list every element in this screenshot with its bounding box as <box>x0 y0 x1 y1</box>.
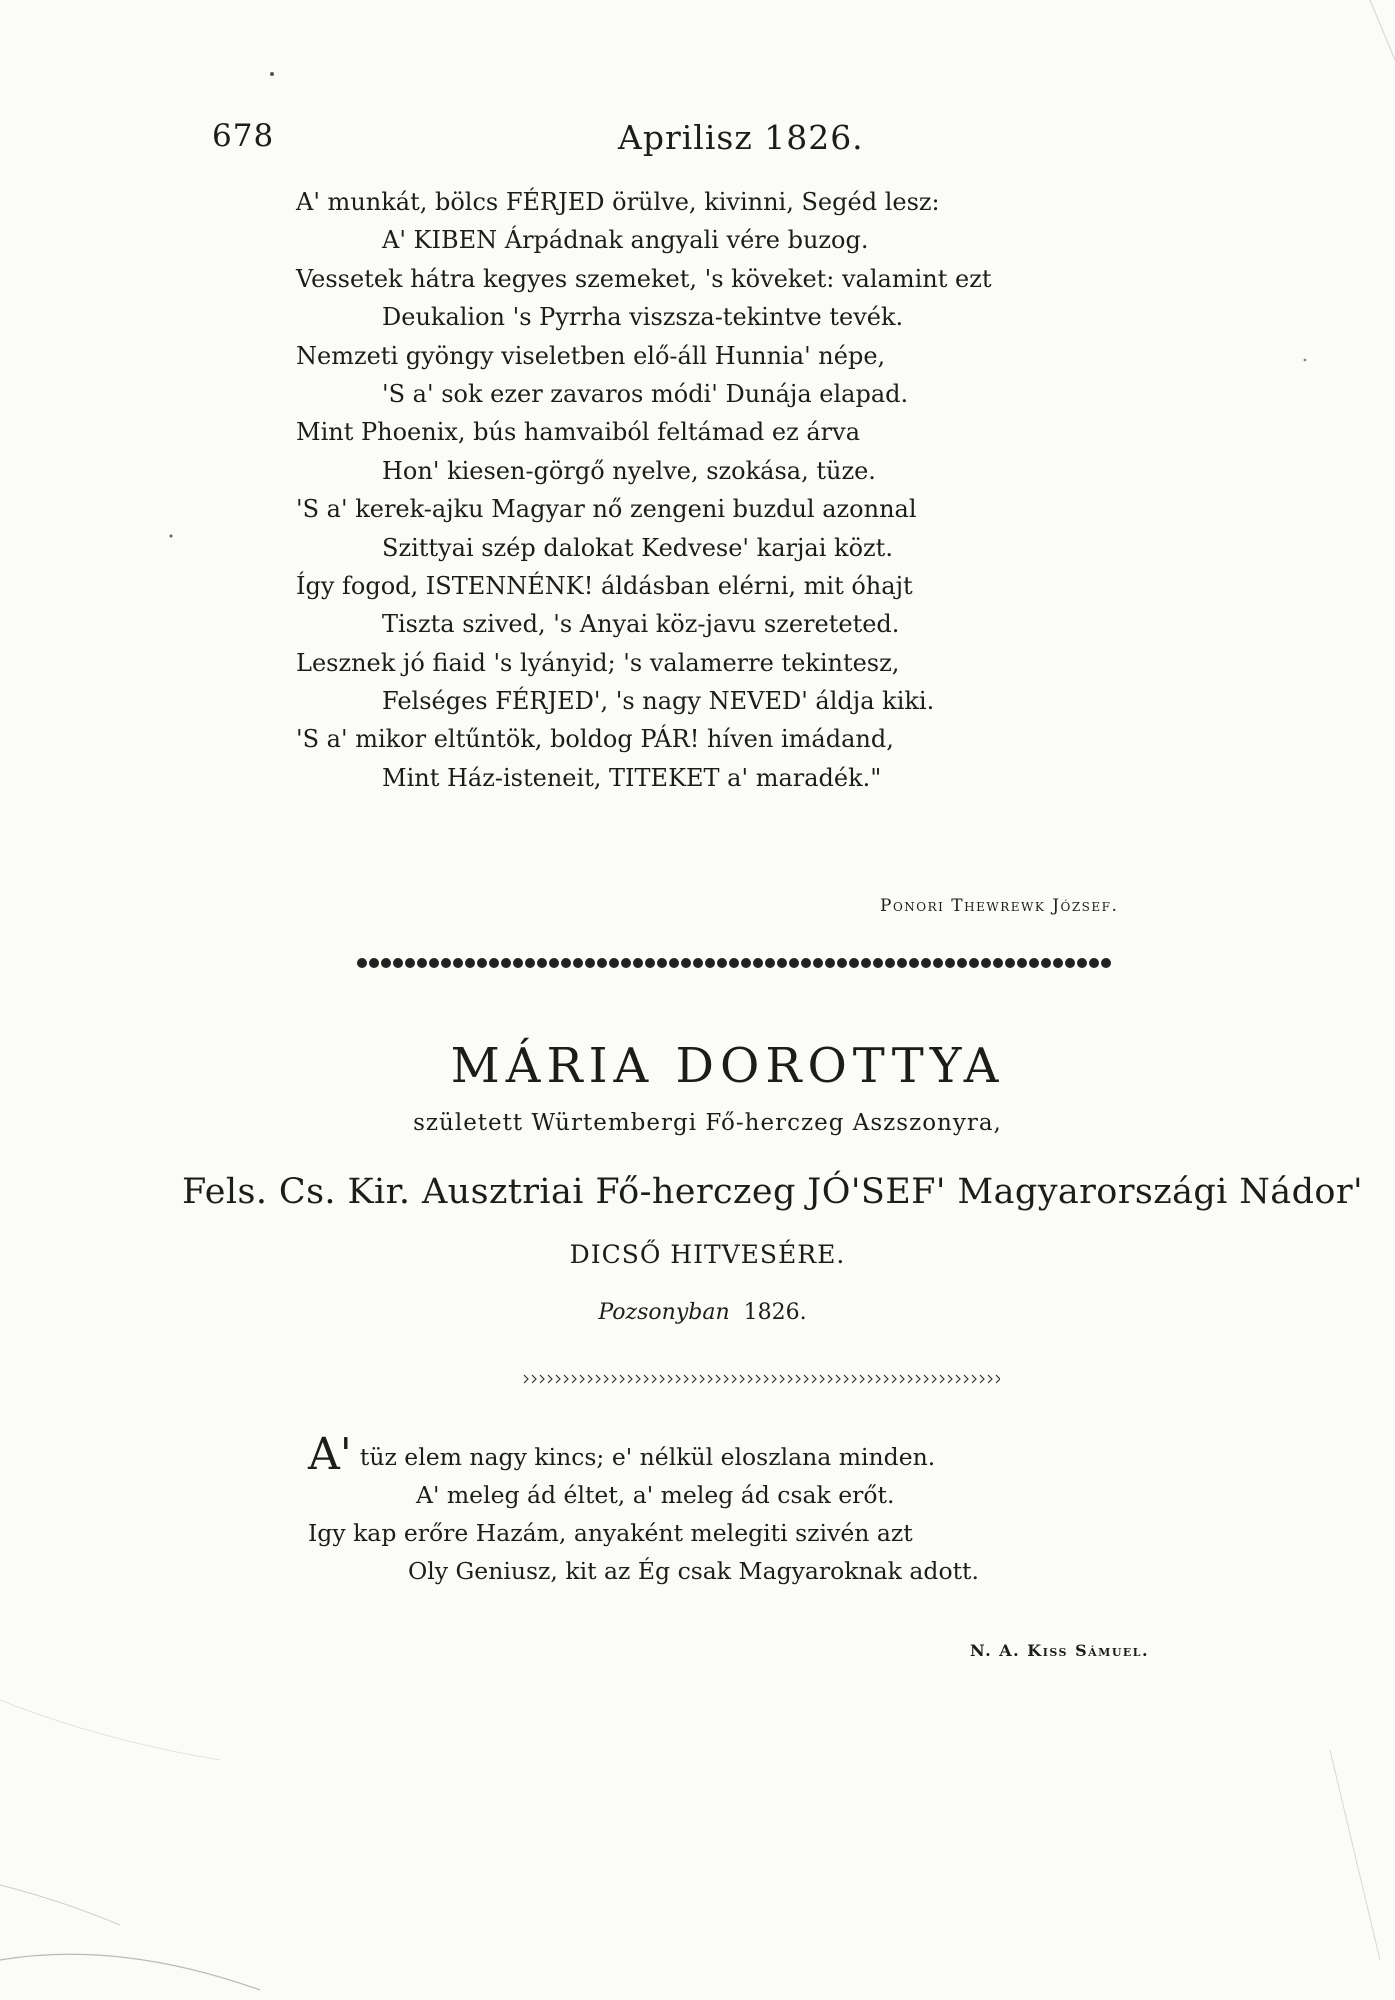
ornament-mark <box>561 958 571 968</box>
ornament-mark <box>604 1375 608 1383</box>
verse-line: Hon' kiesen-görgő nyelve, szokása, tüze. <box>382 456 876 485</box>
ornament-mark <box>932 1375 936 1383</box>
ornament-mark <box>892 1375 896 1383</box>
page-number: 678 <box>212 118 275 154</box>
ornament-mark <box>852 1375 856 1383</box>
ornament-mark <box>705 958 715 968</box>
ornament-mark <box>717 958 727 968</box>
verse-line: Szittyai szép dalokat Kedvese' karjai közt. <box>382 533 893 562</box>
ornament-mark <box>633 958 643 968</box>
place-date <box>0 1300 1395 1325</box>
ornament-mark <box>540 1375 544 1383</box>
ornament-mark <box>916 1375 920 1383</box>
year: 1826. <box>743 1300 807 1325</box>
ornament-mark <box>724 1375 728 1383</box>
verse-line: Mint Ház-isteneit, TITEKET a' maradék." <box>382 763 882 792</box>
ornament-mark <box>945 958 955 968</box>
ornament-mark <box>788 1375 792 1383</box>
ornament-mark <box>861 958 871 968</box>
ornament-mark <box>1053 958 1063 968</box>
verse-line: 'S a' sok ezer zavaros módi' Dunája elapad. <box>382 379 909 408</box>
ornament-mark <box>645 958 655 968</box>
poem-second <box>308 1429 1128 1590</box>
ornament-mark <box>1065 958 1075 968</box>
ornament-mark <box>628 1375 632 1383</box>
ornament-mark <box>956 1375 960 1383</box>
ornament-mark <box>981 958 991 968</box>
ornament-mark <box>885 958 895 968</box>
ornament-mark <box>501 958 511 968</box>
ornament-mark <box>357 958 367 968</box>
author-signature: Ponori Thewrewk József. <box>880 896 1119 916</box>
ornament-mark <box>580 1375 584 1383</box>
ornament-mark <box>669 958 679 968</box>
ornament-mark <box>668 1375 672 1383</box>
ornament-mark <box>873 958 883 968</box>
verse-line: 'S a' mikor eltűntök, boldog PÁR! híven imádand, <box>296 725 894 754</box>
ornament-mark <box>417 958 427 968</box>
ornament-mark <box>548 1375 552 1383</box>
ornamental-rule <box>520 1372 1000 1386</box>
ornament-mark <box>676 1375 680 1383</box>
ornament-mark <box>596 1375 600 1383</box>
ornament-mark <box>572 1375 576 1383</box>
ornament-mark <box>964 1375 968 1383</box>
verse-line: Felséges FÉRJED', 's nagy NEVED' áldja kiki. <box>382 687 935 716</box>
ornament-mark <box>660 1375 664 1383</box>
ornament-mark <box>756 1375 760 1383</box>
ornament-mark <box>585 958 595 968</box>
verse-line: Deukalion 's Pyrrha viszsza-tekintve tevék. <box>382 303 904 332</box>
verse-line: A' meleg ád éltet, a' meleg ád csak erőt. <box>416 1481 895 1509</box>
ornament-mark <box>477 958 487 968</box>
dedication-line: Fels. Cs. Kir. Ausztriai Fő-herczeg JÓ'SEF' Magyarországi Nádor' <box>182 1172 1363 1212</box>
ornament-mark <box>765 958 775 968</box>
ornament-mark <box>836 1375 840 1383</box>
poem-first <box>296 183 1126 797</box>
ornament-mark <box>741 958 751 968</box>
ornament-mark <box>1077 958 1087 968</box>
ornament-mark <box>732 1375 736 1383</box>
verse-line: A' KIBEN Árpádnak angyali vére buzog. <box>382 226 869 255</box>
ornament-mark <box>740 1375 744 1383</box>
verse-line: Tiszta szived, 's Anyai köz-javu szereteted. <box>382 610 900 639</box>
ornament-mark <box>524 1375 528 1383</box>
ornament-mark <box>988 1375 992 1383</box>
verse-line-text: tüz elem nagy kincs; e' nélkül eloszlana minden. <box>359 1443 936 1471</box>
ornament-mark <box>597 958 607 968</box>
ornament-mark <box>1101 958 1111 968</box>
ornament-mark <box>549 958 559 968</box>
ornament-mark <box>753 958 763 968</box>
verse-line: Lesznek jó fiaid 's lyányid; 's valamerre tekintesz, <box>296 648 900 677</box>
ornament-mark <box>801 958 811 968</box>
ornament-mark <box>780 1375 784 1383</box>
ornament-mark <box>657 958 667 968</box>
ornament-mark <box>993 958 1003 968</box>
dedication-line: DICSŐ HITVESÉRE. <box>569 1240 846 1269</box>
ornament-mark <box>844 1375 848 1383</box>
ornament-mark <box>897 958 907 968</box>
ornament-mark <box>908 1375 912 1383</box>
ornament-mark <box>609 958 619 968</box>
ornament-mark <box>532 1375 536 1383</box>
ornament-mark <box>948 1375 952 1383</box>
poem-title: MÁRIA DOROTTYA <box>450 1038 1005 1094</box>
ornament-mark <box>876 1375 880 1383</box>
running-title: Aprilisz 1826. <box>618 118 864 157</box>
ornament-mark <box>405 958 415 968</box>
ornament-mark <box>868 1375 872 1383</box>
ornament-mark <box>837 958 847 968</box>
ornament-mark <box>708 1375 712 1383</box>
verse-line: 'S a' kerek-ajku Magyar nő zengeni buzdul azonnal <box>296 495 917 524</box>
ornament-mark <box>772 1375 776 1383</box>
verse-line: A' munkát, bölcs FÉRJED örülve, kivinni, Segéd lesz: <box>296 188 940 216</box>
ornament-mark <box>573 958 583 968</box>
ornament-mark <box>636 1375 640 1383</box>
verse-line: Mint Phoenix, bús hamvaiból feltámad ez árva <box>296 418 861 447</box>
ornament-mark <box>813 958 823 968</box>
ornament-mark <box>1029 958 1039 968</box>
ornament-mark <box>980 1375 984 1383</box>
ornament-mark <box>940 1375 944 1383</box>
ornament-mark <box>921 958 931 968</box>
ornament-mark <box>972 1375 976 1383</box>
ornament-mark <box>489 958 499 968</box>
ornamental-rule <box>356 953 1116 973</box>
place: Pozsonyban <box>598 1300 730 1325</box>
ornament-mark <box>884 1375 888 1383</box>
ornament-mark <box>369 958 379 968</box>
ornament-mark <box>900 1375 904 1383</box>
ornament-mark <box>700 1375 704 1383</box>
verse-line: Igy kap erőre Hazám, anyaként melegiti szivén azt <box>308 1519 913 1547</box>
ornament-mark <box>849 958 859 968</box>
ornament-mark <box>537 958 547 968</box>
ornament-mark <box>969 958 979 968</box>
ornament-mark <box>828 1375 832 1383</box>
ornament-mark <box>441 958 451 968</box>
ornament-mark <box>996 1375 1000 1383</box>
ornament-mark <box>789 958 799 968</box>
dedication-line: született Würtembergi Fő-herczeg Aszszonyra, <box>413 1110 1002 1136</box>
verse-line <box>308 1429 1128 1480</box>
ornament-mark <box>820 1375 824 1383</box>
ornament-mark <box>933 958 943 968</box>
ornament-mark <box>465 958 475 968</box>
verse-line: Nemzeti gyöngy viseletben elő-áll Hunnia' népe, <box>296 341 886 370</box>
ornament-mark <box>748 1375 752 1383</box>
ornament-mark <box>796 1375 800 1383</box>
ornament-mark <box>652 1375 656 1383</box>
ornament-mark <box>381 958 391 968</box>
ornament-mark <box>764 1375 768 1383</box>
page-header <box>212 118 1062 168</box>
ornament-mark <box>644 1375 648 1383</box>
ornament-mark <box>513 958 523 968</box>
ornament-mark <box>393 958 403 968</box>
ornament-mark <box>525 958 535 968</box>
ornament-mark <box>804 1375 808 1383</box>
ornament-mark <box>588 1375 592 1383</box>
ornament-mark <box>684 1375 688 1383</box>
ornament-mark <box>681 958 691 968</box>
ornament-mark <box>957 958 967 968</box>
ornament-mark <box>825 958 835 968</box>
verse-line: Oly Geniusz, kit az Ég csak Magyaroknak adott. <box>408 1557 979 1585</box>
verse-line: Így fogod, ISTENNÉNK! áldásban elérni, mit óhajt <box>296 571 913 600</box>
ornament-mark <box>1041 958 1051 968</box>
drop-cap: A' <box>308 1429 352 1480</box>
ornament-mark <box>612 1375 616 1383</box>
ornament-mark <box>692 1375 696 1383</box>
ornament-mark <box>812 1375 816 1383</box>
ornament-mark <box>729 958 739 968</box>
ornament-mark <box>621 958 631 968</box>
ornament-mark <box>564 1375 568 1383</box>
ornament-mark <box>716 1375 720 1383</box>
ornament-mark <box>453 958 463 968</box>
ornament-mark <box>909 958 919 968</box>
ornament-mark <box>1005 958 1015 968</box>
ornament-mark <box>429 958 439 968</box>
ornament-mark <box>620 1375 624 1383</box>
ornament-mark <box>693 958 703 968</box>
ornament-mark <box>1017 958 1027 968</box>
ornament-mark <box>1089 958 1099 968</box>
ornament-mark <box>860 1375 864 1383</box>
ornament-mark <box>924 1375 928 1383</box>
ornament-mark <box>556 1375 560 1383</box>
ornament-mark <box>777 958 787 968</box>
verse-line: Vessetek hátra kegyes szemeket, 's köveket: valamint ezt <box>296 264 992 293</box>
author-signature: N. A. Kiss Sámuel. <box>970 1641 1150 1660</box>
